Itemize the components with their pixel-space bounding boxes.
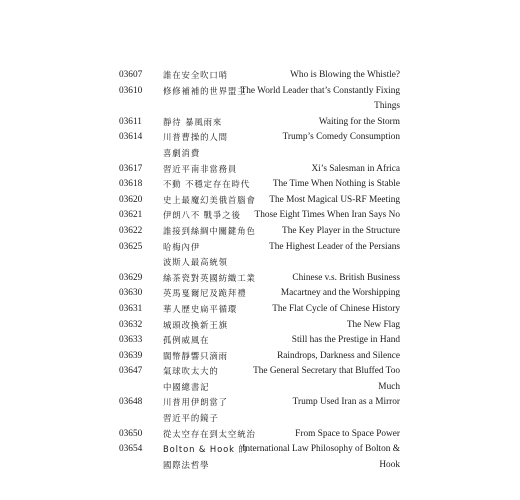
entry-english-title: Xi’s Salesman in Africa: [311, 163, 400, 174]
entry-english-title: Who is Blowing the Whistle?: [290, 70, 400, 80]
toc-entry: [0, 177, 520, 193]
toc-entry: [0, 162, 520, 178]
toc-entry: [0, 333, 520, 349]
entry-code: 03622: [119, 225, 143, 236]
entry-chinese-title: 城頭改換新王旗: [163, 319, 228, 330]
entry-english-title: International Law Philosophy of Bolton &: [242, 444, 400, 455]
entry-chinese-title: 不動 不穩定存在時代: [163, 179, 251, 190]
entry-code: 03654: [119, 444, 143, 455]
toc-entry: [0, 442, 520, 458]
entry-chinese-title: 修修補補的世界盟主: [163, 85, 247, 96]
toc-entry: [0, 364, 520, 380]
toc-entry-continuation: [0, 458, 520, 474]
toc-entry: [0, 115, 520, 131]
entry-code: 03614: [119, 132, 143, 143]
entry-chinese-title: 習近平南非當務員: [163, 163, 238, 174]
entry-english-title: The Highest Leader of the Persians: [269, 241, 400, 252]
toc-entry: [0, 427, 520, 443]
entry-chinese-title: 靜待 暴風雨來: [163, 116, 223, 127]
entry-english-title: Waiting for the Storm: [318, 116, 400, 127]
entry-english-title: Things: [374, 101, 400, 112]
entry-code: 03610: [119, 85, 143, 96]
entry-english-title: Those Eight Times When Iran Says No: [254, 210, 400, 221]
toc-entry-continuation: [0, 411, 520, 427]
entry-chinese-title: 中國總書記: [163, 381, 210, 392]
toc-entry: [0, 208, 520, 224]
table-of-contents: [0, 68, 520, 473]
entry-code: 03621: [119, 210, 143, 221]
entry-english-title: The Time When Nothing is Stable: [272, 179, 400, 190]
entry-chinese-title: 華人歷史扁平循環: [163, 303, 238, 314]
entry-code: 03632: [119, 319, 143, 330]
entry-code: 03618: [119, 179, 143, 190]
entry-english-title: Trump’s Comedy Consumption: [282, 132, 400, 143]
entry-code: 03629: [119, 272, 143, 283]
entry-chinese-title: 誰接到絲綢中關鍵角色: [163, 225, 256, 236]
entry-chinese-title: 史上最魔幻美俄首腦會: [163, 194, 256, 205]
toc-entry-continuation: [0, 255, 520, 271]
toc-entry: [0, 224, 520, 240]
entry-code: 03625: [119, 241, 143, 252]
entry-english-title: The Key Player in the Structure: [282, 225, 400, 236]
entry-code: 03631: [119, 303, 143, 314]
entry-english-title: Trump Used Iran as a Mirror: [292, 397, 400, 408]
entry-chinese-title: 孤例威風在: [163, 335, 210, 346]
toc-entry-continuation: [0, 380, 520, 396]
toc-entry-continuation: [0, 146, 520, 162]
entry-chinese-title: 川普曹操的人間: [163, 132, 228, 143]
entry-code: 03611: [119, 116, 142, 127]
entry-chinese-title: 誰在安全吹口哨: [163, 70, 228, 80]
entry-english-title: The Flat Cycle of Chinese History: [272, 303, 400, 314]
entry-english-title: The General Secretary that Bluffed Too: [253, 366, 400, 377]
entry-chinese-title: 哈梅內伊: [163, 241, 201, 252]
entry-chinese-title: 習近平的鏡子: [163, 413, 219, 424]
entry-english-title: From Space to Space Power: [295, 428, 400, 439]
toc-entry: [0, 193, 520, 209]
toc-entry: [0, 395, 520, 411]
entry-code: 03617: [119, 163, 143, 174]
entry-english-title: Much: [378, 381, 400, 392]
entry-chinese-title: 伊朗八不 戰爭之後: [163, 210, 241, 221]
entry-code: 03650: [119, 428, 143, 439]
entry-code: 03630: [119, 288, 143, 299]
entry-chinese-title: Bolton & Hook 的: [163, 444, 248, 455]
toc-entry: [0, 302, 520, 318]
entry-chinese-title: 喜劇消費: [163, 147, 201, 158]
toc-entry: [0, 68, 520, 84]
entry-chinese-title: 川普用伊朗當了: [163, 397, 228, 408]
entry-chinese-title: 國際法哲學: [163, 459, 210, 470]
toc-entry: [0, 318, 520, 334]
entry-code: 03648: [119, 397, 143, 408]
entry-chinese-title: 氣球吹太大的: [163, 366, 219, 377]
toc-entry: [0, 240, 520, 256]
entry-chinese-title: 從太空存在到太空統治: [163, 428, 256, 439]
entry-english-title: The World Leader that’s Constantly Fixing: [240, 85, 400, 96]
entry-english-title: The New Flag: [346, 319, 400, 330]
entry-code: 03620: [119, 194, 143, 205]
toc-entry: [0, 349, 520, 365]
entry-english-title: Macartney and the Worshipping: [280, 288, 400, 299]
entry-chinese-title: 絲茶瓷對英國紡織工業: [163, 272, 256, 283]
entry-chinese-title: 英馬戛爾尼及跪拜禮: [163, 288, 247, 299]
toc-entry: [0, 84, 520, 100]
entry-code: 03607: [119, 70, 143, 80]
entry-english-title: Still has the Prestige in Hand: [291, 335, 400, 346]
entry-english-title: Raindrops, Darkness and Silence: [277, 350, 400, 361]
toc-entry-continuation: [0, 99, 520, 115]
entry-code: 03633: [119, 335, 143, 346]
entry-chinese-title: 闊幣靜響只滴雨: [163, 350, 228, 361]
toc-entry: [0, 271, 520, 287]
entry-code: 03639: [119, 350, 143, 361]
entry-english-title: Chinese v.s. British Business: [292, 272, 400, 283]
entry-code: 03647: [119, 366, 143, 377]
toc-entry: [0, 130, 520, 146]
entry-english-title: Hook: [379, 459, 400, 470]
toc-entry: [0, 286, 520, 302]
entry-chinese-title: 波斯人最高統領: [163, 257, 228, 268]
entry-english-title: The Most Magical US-RF Meeting: [269, 194, 400, 205]
